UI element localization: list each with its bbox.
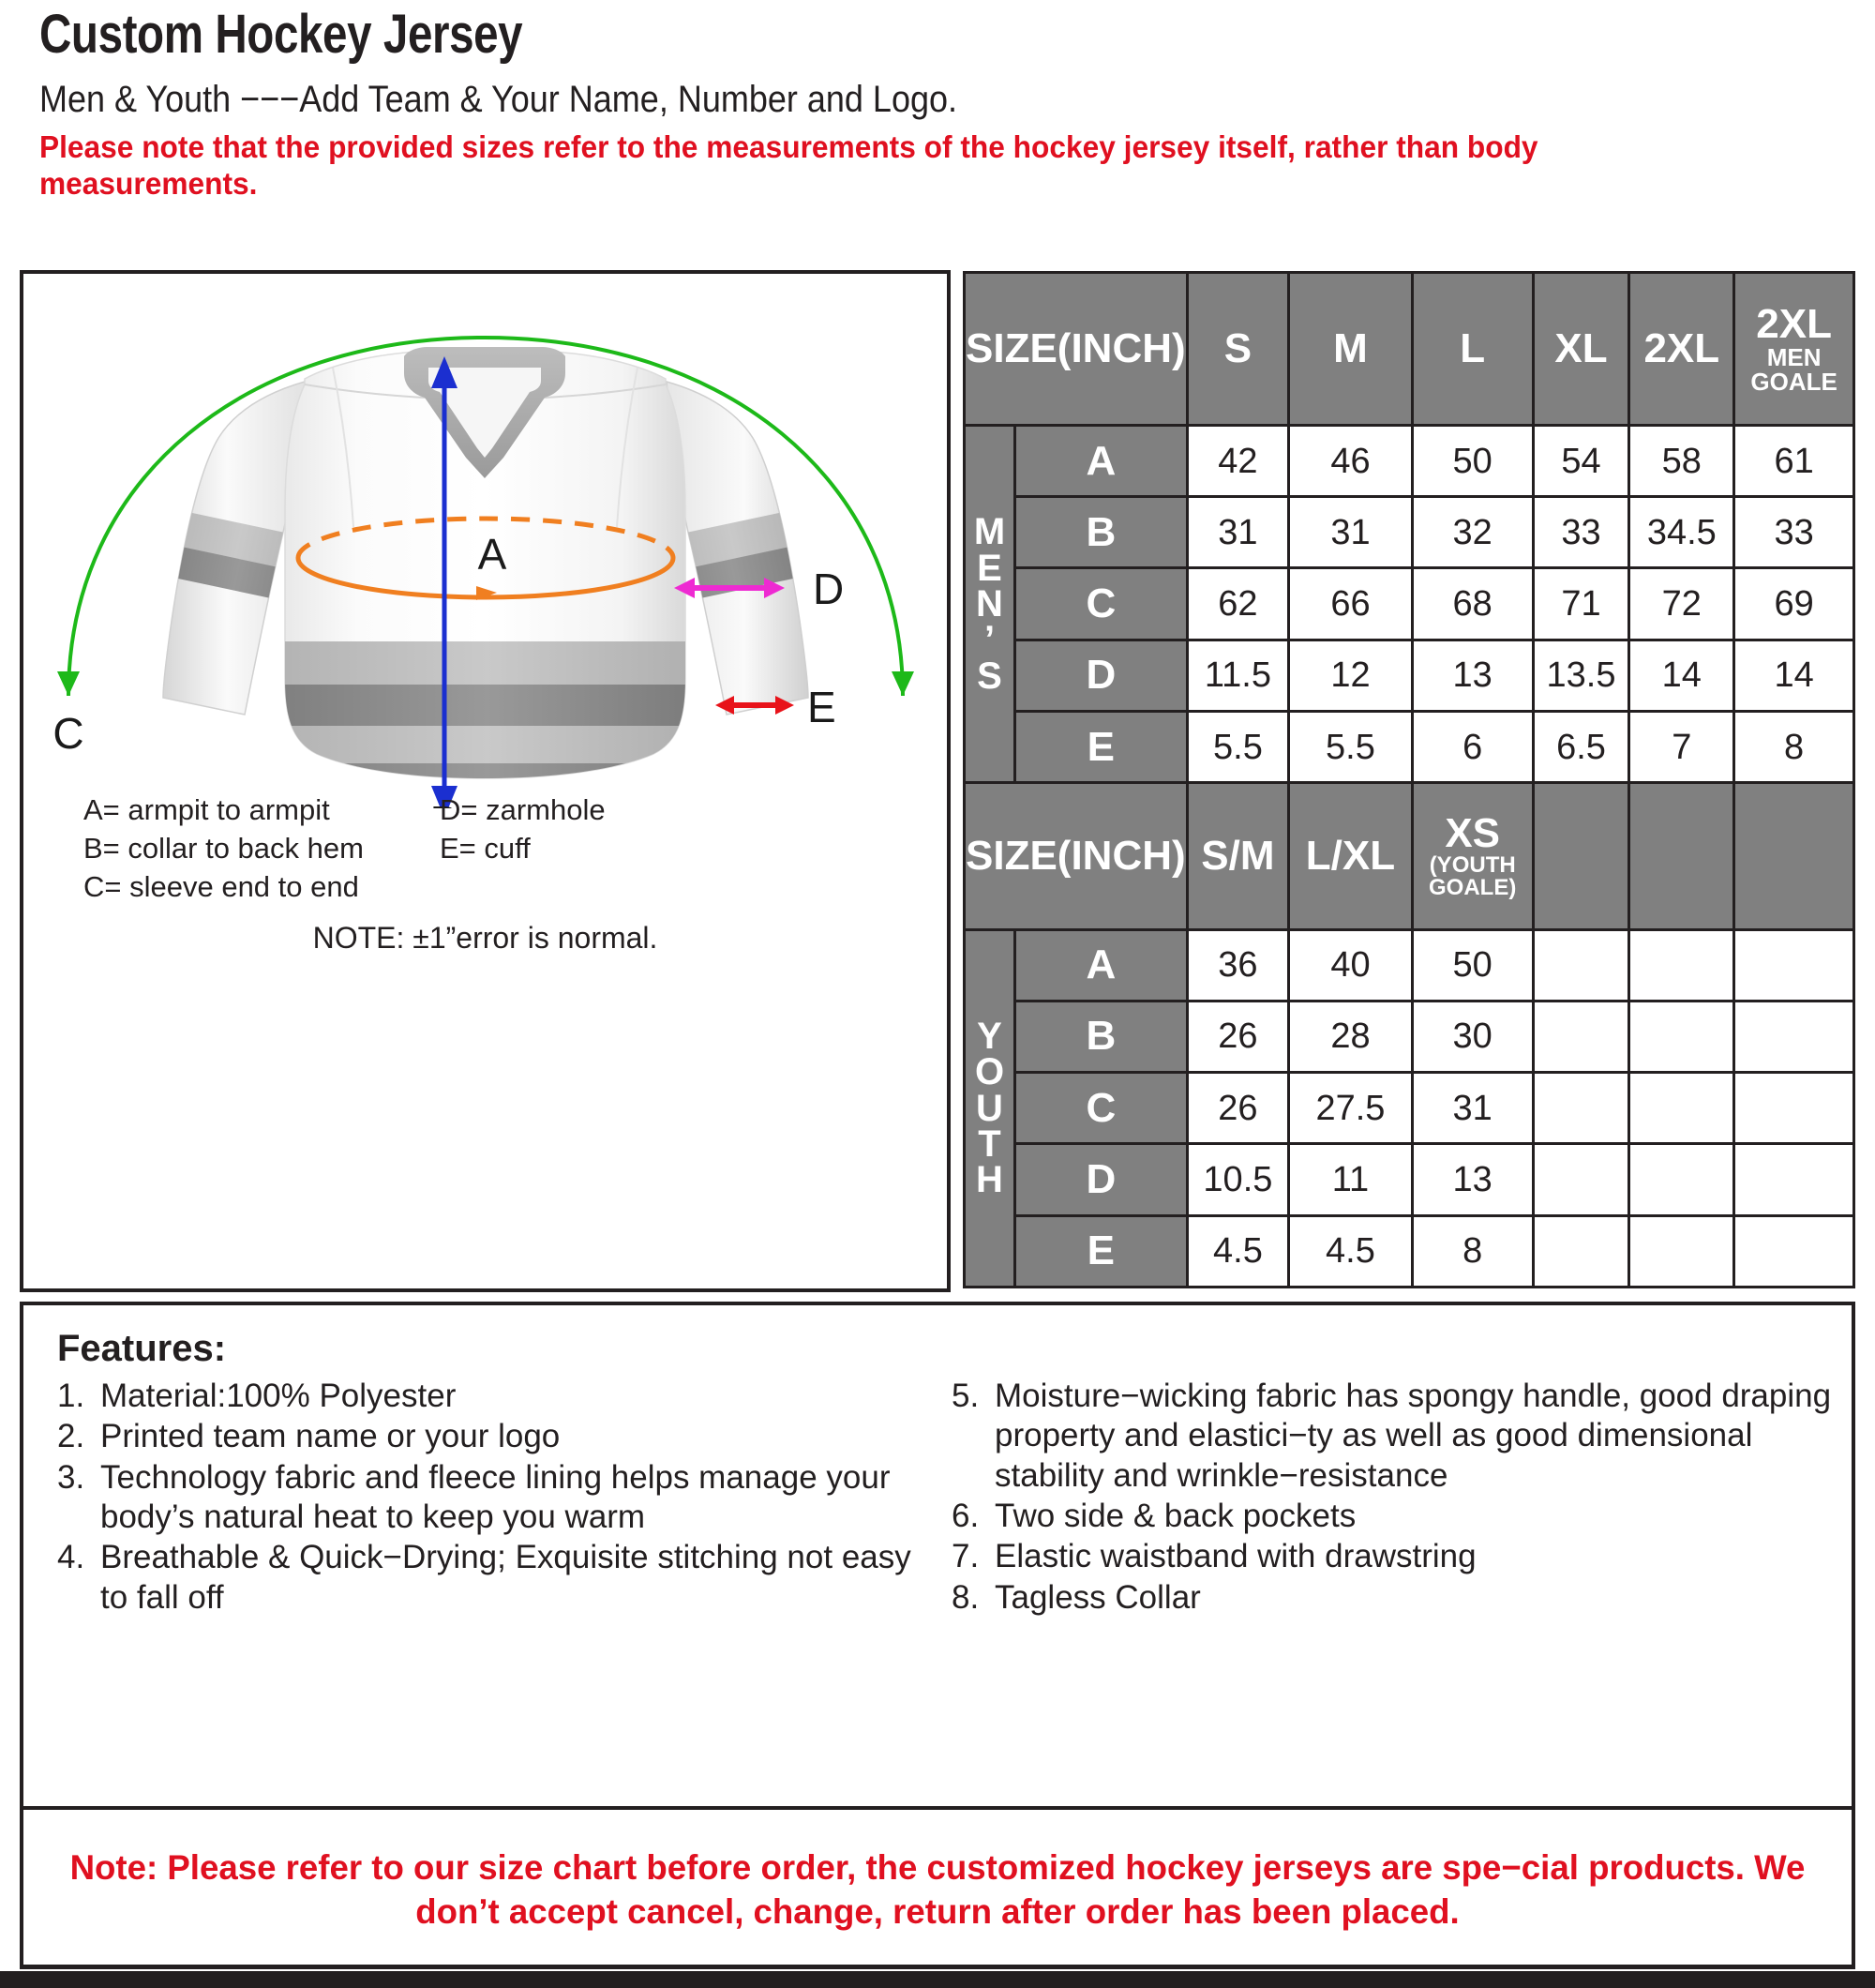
cell-youth-e-3 (1535, 1217, 1628, 1286)
cell-youth-c-4 (1630, 1074, 1732, 1142)
cell-mens-c-5: 69 (1735, 569, 1852, 638)
row-label-youth-d: D (1016, 1145, 1186, 1213)
features-left-column (57, 1377, 929, 1619)
cell-mens-b-2: 32 (1414, 498, 1532, 566)
table-header-row-youth (966, 784, 1852, 927)
page-header (39, 4, 1821, 202)
group-label-mens: M E N ’ S (966, 427, 1013, 781)
row-label-mens-c: C (1016, 569, 1186, 638)
order-policy-note (23, 1810, 1852, 1969)
cell-mens-c-2: 68 (1414, 569, 1532, 638)
cell-mens-c-4: 72 (1630, 569, 1732, 638)
header-col-youth-4 (1630, 784, 1732, 927)
legend-item-b: B= collar to back hem (83, 831, 364, 865)
feature-number: 4. (57, 1539, 85, 1576)
feature-text: Breathable & Quick−Drying; Exquisite stitching not easy to fall off (100, 1539, 911, 1616)
row-label-youth-e: E (1016, 1217, 1186, 1286)
feature-text: Tagless Collar (995, 1578, 1201, 1616)
cell-mens-e-1: 5.5 (1290, 713, 1411, 781)
cell-youth-b-0: 26 (1189, 1002, 1288, 1071)
cell-youth-b-1: 28 (1290, 1002, 1411, 1071)
cell-youth-e-1: 4.5 (1290, 1217, 1411, 1286)
cell-mens-d-1: 12 (1290, 641, 1411, 710)
header-col-youth-1: L/XL (1290, 784, 1411, 927)
table-row (966, 1145, 1852, 1213)
header-size-inch-mens: SIZE(INCH) (966, 274, 1186, 424)
cell-youth-d-5 (1735, 1145, 1852, 1213)
header-col-mens-0: S (1189, 274, 1288, 424)
cell-mens-d-0: 11.5 (1189, 641, 1288, 710)
row-label-youth-a: A (1016, 931, 1186, 1000)
cell-youth-b-4 (1630, 1002, 1732, 1071)
header-red-note: Please note that the provided sizes refer to the measurements of the hockey jersey itself, rather than body measurements. (39, 129, 1538, 201)
header-col-youth-0: S/M (1189, 784, 1288, 927)
row-label-youth-c: C (1016, 1074, 1186, 1142)
feature-item-6 (952, 1497, 1833, 1536)
size-chart-grid (963, 271, 1855, 1288)
feature-item-2 (57, 1417, 929, 1456)
legend-item-c: C= sleeve end to end (83, 869, 359, 903)
feature-number: 1. (57, 1378, 85, 1414)
cell-youth-d-2: 13 (1414, 1145, 1532, 1213)
features-section (23, 1305, 1852, 1806)
cell-mens-b-0: 31 (1189, 498, 1288, 566)
table-row (966, 713, 1852, 781)
header-col-youth-2: XS (YOUTH GOALE) (1414, 784, 1532, 927)
cell-mens-b-4: 34.5 (1630, 498, 1732, 566)
cell-youth-d-0: 10.5 (1189, 1145, 1288, 1213)
feature-text: Moisture−wicking fabric has spongy handle, good draping property and elastici−ty as well as good dimensional stability and wrinkle−resistance (995, 1378, 1832, 1494)
table-row (966, 1002, 1852, 1071)
cell-mens-a-2: 50 (1414, 427, 1532, 495)
feature-text: Two side & back pockets (995, 1498, 1357, 1535)
header-col-mens-4: 2XL (1630, 274, 1732, 424)
cell-youth-b-5 (1735, 1002, 1852, 1071)
row-label-mens-e: E (1016, 713, 1186, 781)
legend-item-d: D= zarmhole (440, 793, 606, 826)
cell-mens-a-3: 54 (1535, 427, 1628, 495)
cell-youth-e-2: 8 (1414, 1217, 1532, 1286)
cell-youth-e-4 (1630, 1217, 1732, 1286)
feature-number: 2. (57, 1418, 85, 1455)
row-label-youth-b: B (1016, 1002, 1186, 1071)
measurement-legend (83, 791, 927, 907)
cell-youth-c-5 (1735, 1074, 1852, 1142)
feature-item-8 (952, 1578, 1833, 1618)
cell-mens-e-0: 5.5 (1189, 713, 1288, 781)
cell-youth-a-5 (1735, 931, 1852, 1000)
feature-item-7 (952, 1537, 1833, 1576)
cell-mens-a-1: 46 (1290, 427, 1411, 495)
jersey-diagram-panel (20, 270, 951, 1292)
cell-youth-c-2: 31 (1414, 1074, 1532, 1142)
feature-item-1 (57, 1377, 929, 1416)
cell-youth-b-2: 30 (1414, 1002, 1532, 1071)
feature-number: 8. (952, 1578, 980, 1616)
order-policy-note-text: Note: Please refer to our size chart before order, the customized hockey jerseys are spe−cial products. We don’t accept cancel, change, return after order has been placed. (69, 1847, 1806, 1931)
cell-mens-d-3: 13.5 (1535, 641, 1628, 710)
group-label-youth: Y O U T H (966, 931, 1013, 1286)
label-d: D (813, 565, 845, 613)
cell-mens-a-5: 61 (1735, 427, 1852, 495)
cell-mens-e-5: 8 (1735, 713, 1852, 781)
feature-number: 5. (952, 1378, 980, 1414)
cell-youth-d-3 (1535, 1145, 1628, 1213)
cell-youth-a-1: 40 (1290, 931, 1411, 1000)
legend-item-blank (440, 868, 927, 907)
features-title: Features: (57, 1328, 227, 1369)
table-row (966, 1217, 1852, 1286)
cell-youth-a-4 (1630, 931, 1732, 1000)
legend-item-e: E= cuff (440, 831, 531, 865)
table-row (966, 641, 1852, 710)
features-right-column (952, 1377, 1833, 1619)
cell-mens-c-1: 66 (1290, 569, 1411, 638)
bottom-bar (0, 1971, 1875, 1988)
cell-youth-d-4 (1630, 1145, 1732, 1213)
header-col-mens-3: XL (1535, 274, 1628, 424)
cell-mens-c-3: 71 (1535, 569, 1628, 638)
table-row (966, 569, 1852, 638)
legend-item-a: A= armpit to armpit (83, 793, 330, 826)
label-c: C (52, 709, 84, 758)
table-header-row-mens (966, 274, 1852, 424)
error-tolerance-note: NOTE: ±1”error is normal. (312, 921, 658, 955)
page-title: Custom Hockey Jersey (39, 4, 523, 65)
feature-item-5 (952, 1377, 1833, 1496)
cell-mens-e-2: 6 (1414, 713, 1532, 781)
row-label-mens-b: B (1016, 498, 1186, 566)
row-label-mens-a: A (1016, 427, 1186, 495)
header-col-mens-5: 2XL MEN GOALE (1735, 274, 1852, 424)
cell-youth-d-1: 11 (1290, 1145, 1411, 1213)
label-e: E (807, 683, 836, 731)
header-col-youth-3 (1535, 784, 1628, 927)
cell-mens-d-2: 13 (1414, 641, 1532, 710)
header-size-inch-youth: SIZE(INCH) (966, 784, 1186, 927)
feature-text: Technology fabric and fleece lining helps manage your body’s natural heat to keep you warm (100, 1458, 891, 1536)
cell-youth-a-2: 50 (1414, 931, 1532, 1000)
table-row (966, 427, 1852, 495)
cell-mens-b-1: 31 (1290, 498, 1411, 566)
cell-youth-e-0: 4.5 (1189, 1217, 1288, 1286)
cell-youth-c-1: 27.5 (1290, 1074, 1411, 1142)
feature-text: Printed team name or your logo (100, 1418, 561, 1455)
header-col-youth-5 (1735, 784, 1852, 927)
cell-mens-a-0: 42 (1189, 427, 1288, 495)
size-chart-table (963, 271, 1855, 1288)
jersey-svg (23, 274, 947, 808)
cell-mens-c-0: 62 (1189, 569, 1288, 638)
feature-text: Elastic waistband with drawstring (995, 1538, 1477, 1575)
cell-youth-a-3 (1535, 931, 1628, 1000)
cell-mens-b-5: 33 (1735, 498, 1852, 566)
cell-mens-e-3: 6.5 (1535, 713, 1628, 781)
feature-number: 6. (952, 1498, 980, 1535)
feature-number: 7. (952, 1538, 980, 1575)
table-row (966, 1074, 1852, 1142)
cell-mens-d-4: 14 (1630, 641, 1732, 710)
cell-mens-d-5: 14 (1735, 641, 1852, 710)
cell-youth-b-3 (1535, 1002, 1628, 1071)
jersey-illustration (23, 274, 947, 808)
feature-item-3 (57, 1458, 929, 1538)
cell-youth-c-0: 26 (1189, 1074, 1288, 1142)
page-subtitle: Men & Youth −−−Add Team & Your Name, Number and Logo. (39, 79, 958, 120)
header-col-mens-2: L (1414, 274, 1532, 424)
cell-youth-a-0: 36 (1189, 931, 1288, 1000)
row-label-mens-d: D (1016, 641, 1186, 710)
cell-mens-a-4: 58 (1630, 427, 1732, 495)
table-row (966, 498, 1852, 566)
cell-mens-b-3: 33 (1535, 498, 1628, 566)
feature-item-4 (57, 1538, 929, 1618)
features-panel (20, 1302, 1855, 1969)
cell-mens-e-4: 7 (1630, 713, 1732, 781)
table-row (966, 931, 1852, 1000)
header-col-mens-1: M (1290, 274, 1411, 424)
feature-number: 3. (57, 1458, 85, 1496)
cell-youth-e-5 (1735, 1217, 1852, 1286)
label-a: A (477, 530, 507, 579)
cell-youth-c-3 (1535, 1074, 1628, 1142)
feature-text: Material:100% Polyester (100, 1378, 457, 1414)
